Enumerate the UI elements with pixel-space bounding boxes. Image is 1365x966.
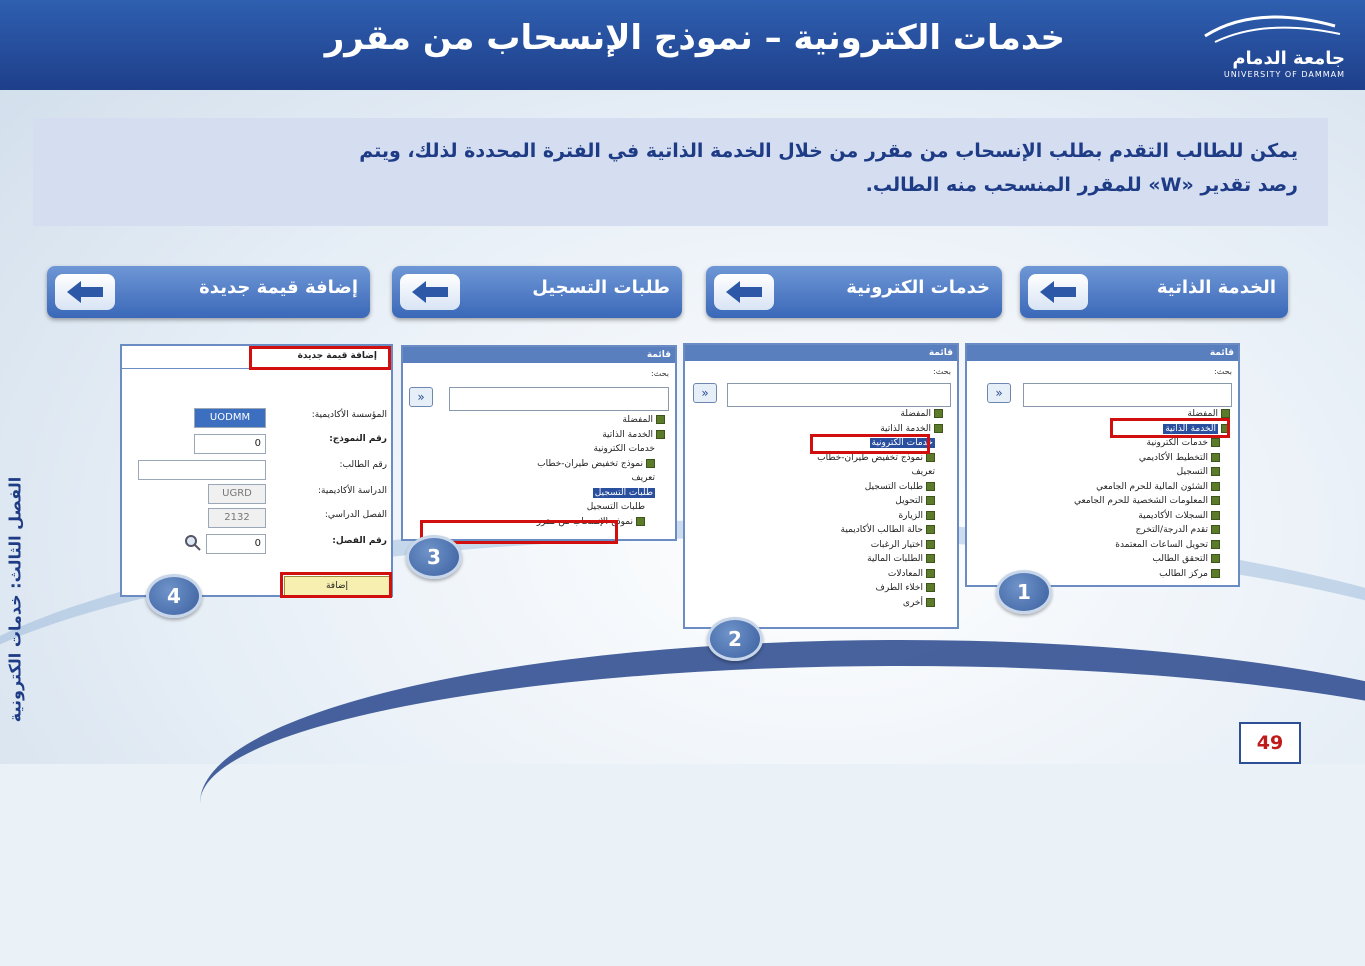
field-label-institution: المؤسسة الأكاديمية:: [311, 410, 387, 420]
menu-item[interactable]: المعلومات الشخصية للحرم الجامعي: [1074, 494, 1220, 509]
arrow-left-icon: [55, 274, 115, 310]
menu-item[interactable]: السجلات الأكاديمية: [1074, 509, 1220, 524]
class-number-field[interactable]: 0: [206, 534, 266, 554]
step-number-badge: 2: [707, 617, 763, 661]
menu-item[interactable]: اخلاء الطرف: [817, 581, 935, 596]
menu-item[interactable]: نموذج تخفيض طيران-خطاب: [537, 457, 655, 472]
highlight-box: [810, 434, 930, 454]
menu-item[interactable]: أخرى: [817, 596, 935, 611]
highlight-box: [1110, 418, 1230, 438]
menu-item[interactable]: الزيارة: [817, 509, 935, 524]
term-field[interactable]: 2132: [208, 508, 266, 528]
highlight-box: [249, 346, 391, 370]
step-number-badge: 3: [406, 535, 462, 579]
menu-item[interactable]: نموذج الإنسحاب من مقرر: [537, 515, 645, 530]
field-label-class-number: رقم الفصل:: [332, 536, 387, 546]
field-label-form-number: رقم النموذج:: [329, 434, 387, 444]
menu-item[interactable]: التحويل: [817, 494, 935, 509]
form-title: إضافة قيمة جديدة: [297, 351, 377, 361]
intro-text-box: [33, 118, 1328, 226]
form-panel-add-new-value: [120, 344, 393, 597]
menu-item[interactable]: طلبات التسجيل: [586, 502, 645, 512]
menu-item[interactable]: التخطيط الأكاديمي: [1074, 451, 1220, 466]
page-number: 49: [1239, 722, 1301, 764]
search-go-button[interactable]: «: [987, 383, 1011, 403]
menu-item[interactable]: تعريف: [631, 473, 655, 483]
step-label: إضافة قيمة جديدة: [199, 277, 358, 298]
step-button-self-service[interactable]: [1020, 266, 1288, 318]
menu-panel-1: [965, 343, 1240, 587]
institution-field[interactable]: UODMM: [194, 408, 266, 428]
logo-arabic-text: جامعة الدمام: [1232, 48, 1345, 69]
menu-item[interactable]: نموذج تخفيض طيران-خطاب: [817, 451, 935, 466]
menu-item[interactable]: الخدمة الذاتية: [537, 428, 665, 443]
step-button-add-new-value[interactable]: [47, 266, 370, 318]
menu-panel-3: [401, 345, 677, 541]
menu-item[interactable]: التحقق الطالب: [1074, 552, 1220, 567]
menu-item[interactable]: الخدمة الذاتية: [817, 422, 943, 437]
panel-title: قائمة: [685, 345, 957, 361]
step-label: خدمات الكترونية: [846, 277, 990, 298]
header-bar: [0, 0, 1365, 90]
form-number-field[interactable]: 0: [194, 434, 266, 454]
page-title: خدمات الكترونية – نموذج الإنسحاب من مقرر: [324, 18, 1065, 58]
menu-item[interactable]: طلبات التسجيل: [817, 480, 935, 495]
menu-item[interactable]: تحويل الساعات المعتمدة: [1074, 538, 1220, 553]
field-label-term: الفصل الدراسي:: [324, 510, 387, 520]
search-input[interactable]: [727, 383, 951, 407]
chapter-side-label-text: الفصل الثالث: خدمات الكترونية: [5, 476, 25, 723]
logo-english-text: UNIVERSITY OF DAMMAM: [1223, 70, 1345, 79]
menu-tree: [537, 413, 665, 529]
field-label-student-id: رقم الطالب:: [339, 460, 387, 470]
menu-item[interactable]: التسجيل: [1074, 465, 1220, 480]
step-button-e-services[interactable]: [706, 266, 1002, 318]
menu-item[interactable]: اختيار الرغبات: [817, 538, 935, 553]
magnifier-icon[interactable]: [184, 534, 202, 555]
intro-line-1: يمكن للطالب التقدم بطلب الإنسحاب من مقرر من خلال الخدمة الذاتية في الفترة المحددة لذلك، ويتم: [359, 140, 1298, 162]
menu-item[interactable]: الشئون المالية للحرم الجامعي: [1074, 480, 1220, 495]
add-button[interactable]: إضافة: [284, 576, 390, 596]
menu-item[interactable]: الخدمة الذاتية: [1074, 422, 1230, 437]
step-button-registration-requests[interactable]: [392, 266, 682, 318]
search-label: بحث:: [651, 369, 669, 378]
logo-wave-icon: [1195, 10, 1345, 46]
menu-item[interactable]: المفضلة: [537, 413, 665, 428]
menu-item[interactable]: تعريف: [911, 467, 935, 477]
arrow-left-icon: [714, 274, 774, 310]
menu-item[interactable]: تقدم الدرجة/التخرج: [1074, 523, 1220, 538]
search-label: بحث:: [1214, 367, 1232, 376]
search-go-button[interactable]: «: [409, 387, 433, 407]
menu-item[interactable]: المعادلات: [817, 567, 935, 582]
step-number-badge: 1: [996, 570, 1052, 614]
student-id-field[interactable]: [138, 460, 266, 480]
arrow-left-icon: [400, 274, 460, 310]
field-label-academic-career: الدراسة الأكاديمية:: [318, 486, 387, 496]
arrow-left-icon: [1028, 274, 1088, 310]
search-input[interactable]: [1023, 383, 1232, 407]
menu-item[interactable]: طلبات التسجيل: [594, 487, 653, 498]
academic-career-field[interactable]: UGRD: [208, 484, 266, 504]
step-label: الخدمة الذاتية: [1156, 277, 1276, 298]
search-label: بحث:: [933, 367, 951, 376]
university-logo: [1165, 10, 1345, 82]
panel-title: قائمة: [967, 345, 1238, 361]
menu-item[interactable]: حالة الطالب الأكاديمية: [817, 523, 935, 538]
search-input[interactable]: [449, 387, 669, 411]
menu-item[interactable]: المفضلة: [1074, 407, 1230, 422]
chapter-side-label: [0, 460, 28, 760]
menu-item[interactable]: خدمات الكترونية: [1074, 436, 1220, 451]
highlight-box: [280, 572, 392, 598]
menu-panel-2: [683, 343, 959, 629]
menu-item[interactable]: مركز الطالب: [1074, 567, 1220, 582]
step-number-badge: 4: [146, 574, 202, 618]
intro-line-2: رصد تقدير «W» للمقرر المنسحب منه الطالب.: [865, 174, 1298, 196]
menu-item[interactable]: المفضلة: [817, 407, 943, 422]
menu-item[interactable]: الطلبات المالية: [817, 552, 935, 567]
step-label: طلبات التسجيل: [532, 277, 670, 298]
panel-title: قائمة: [403, 347, 675, 363]
menu-item[interactable]: خدمات الكترونية: [871, 438, 933, 448]
menu-item[interactable]: خدمات الكترونية: [593, 444, 655, 454]
search-go-button[interactable]: «: [693, 383, 717, 403]
